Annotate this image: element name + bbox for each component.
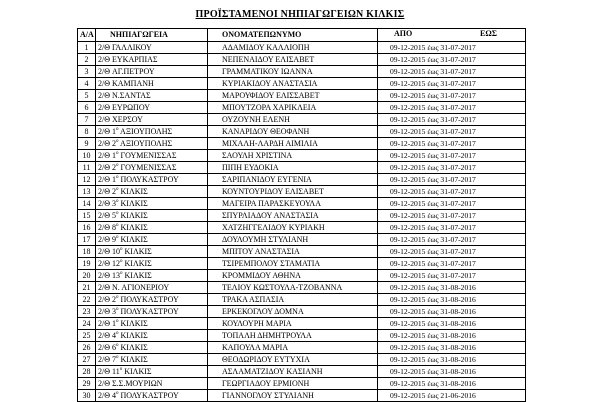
fullname-cell: ΤΟΠΑΛΗ ΔΗΜΗΤΡΟΥΛΑ (208, 330, 378, 342)
kindergarten-ordinal: 4 (112, 390, 116, 400)
table-row (78, 342, 526, 354)
kindergarten-heads-table (77, 28, 526, 402)
kindergarten-prefix: 2/Θ (98, 354, 112, 364)
period-cell: 09-12-2015 έως 31-07-2017 (378, 102, 526, 114)
page-title: ΠΡΟΪΣΤΑΜΕΝΟΙ ΝΗΠΙΑΓΩΓΕΙΩΝ ΚΙΛΚΙΣ (195, 9, 405, 20)
kindergarten-ordinal: 1 (112, 174, 116, 184)
table-row (78, 138, 526, 150)
fullname-cell: ΧΑΤΖΗΓΓΕΛΙΔΟΥ ΚΥΡΙΑΚΗ (208, 222, 378, 234)
kindergarten-prefix: 2/Θ (98, 366, 112, 376)
kindergarten-cell (96, 54, 208, 66)
kindergarten-cell (96, 102, 208, 114)
kindergarten-place: Ν. ΑΓΙΟΝΕΡΙΟΥ (112, 282, 170, 292)
kindergarten-ordinal-suffix: ο (116, 318, 119, 324)
kindergarten-cell (96, 210, 208, 222)
kindergarten-cell (96, 150, 208, 162)
column-header-fullname: ΟΝΟΜΑΤΕΠΩΝΥΜΟ (208, 29, 378, 42)
kindergarten-ordinal: 2 (112, 186, 116, 196)
kindergarten-place: ΚΙΛΚΙΣ (118, 234, 148, 244)
fullname-cell: ΚΥΡΙΑΚΙΔΟΥ ΑΝΑΣΤΑΣΙΑ (208, 78, 378, 90)
period-cell: 09-12-2015 έως 31-07-2017 (378, 114, 526, 126)
kindergarten-ordinal-suffix: ο (120, 246, 123, 252)
kindergarten-prefix: 2/Θ (98, 186, 112, 196)
row-number: 18 (78, 246, 96, 258)
kindergarten-prefix: 2/Θ (98, 66, 112, 76)
kindergarten-place: ΚΙΛΚΙΣ (118, 186, 148, 196)
column-header-aa: Α/Α (78, 29, 96, 42)
kindergarten-cell (96, 162, 208, 174)
table-row (78, 42, 526, 54)
kindergarten-cell (96, 78, 208, 90)
kindergarten-place: ΚΙΛΚΙΣ (122, 258, 152, 268)
kindergarten-prefix: 2/Θ (98, 210, 112, 220)
table-row (78, 366, 526, 378)
fullname-cell: ΑΔΑΜΙΔΟΥ ΚΑΛΛΙΟΠΗ (208, 42, 378, 54)
kindergarten-place: ΕΥΚΑΡΠΙΑΣ (112, 54, 158, 64)
column-header-period (378, 29, 526, 42)
kindergarten-ordinal: 1 (112, 318, 116, 328)
kindergarten-place: ΑΞΙΟΥΠΟΛΗΣ (118, 138, 173, 148)
table-row (78, 222, 526, 234)
kindergarten-cell (96, 318, 208, 330)
kindergarten-prefix: 2/Θ (98, 114, 112, 124)
column-header-from: ΑΠΟ (394, 29, 413, 38)
kindergarten-ordinal: 2 (112, 294, 116, 304)
row-number: 23 (78, 306, 96, 318)
kindergarten-ordinal-suffix: ο (116, 390, 119, 396)
kindergarten-ordinal: 7 (112, 354, 116, 364)
kindergarten-cell (96, 186, 208, 198)
kindergarten-prefix: 2/Θ (98, 294, 112, 304)
header-row (78, 29, 526, 42)
period-cell: 09-12-2015 έως 31-07-2017 (378, 138, 526, 150)
period-cell: 09-12-2015 έως 31-07-2017 (378, 222, 526, 234)
table-row (78, 126, 526, 138)
period-cell: 09-12-2015 έως 31-07-2017 (378, 54, 526, 66)
kindergarten-ordinal-suffix: ο (116, 330, 119, 336)
fullname-cell: ΓΕΩΡΓΙΑΔΟΥ ΕΡΜΙΟΝΗ (208, 378, 378, 390)
kindergarten-prefix: 2/Θ (98, 258, 112, 268)
kindergarten-prefix: 2/Θ (98, 222, 112, 232)
kindergarten-ordinal-suffix: ο (116, 126, 119, 132)
row-number: 29 (78, 378, 96, 390)
kindergarten-cell (96, 354, 208, 366)
table-row (78, 330, 526, 342)
row-number: 25 (78, 330, 96, 342)
fullname-cell: ΝΕΠΕΝΑΙΔΟΥ ΕΛΙΣΑΒΕΤ (208, 54, 378, 66)
kindergarten-cell (96, 282, 208, 294)
row-number: 17 (78, 234, 96, 246)
kindergarten-prefix: 2/Θ (98, 54, 112, 64)
period-cell: 09-12-2015 έως 31-08-2016 (378, 354, 526, 366)
row-number: 20 (78, 270, 96, 282)
period-cell: 09-12-2015 έως 31-08-2016 (378, 366, 526, 378)
kindergarten-ordinal-suffix: ο (116, 162, 119, 168)
kindergarten-cell (96, 258, 208, 270)
kindergarten-place: ΓΟΥΜΕΝΙΣΣΑΣ (118, 162, 177, 172)
row-number: 13 (78, 186, 96, 198)
kindergarten-ordinal-suffix: ο (120, 270, 123, 276)
kindergarten-cell (96, 234, 208, 246)
kindergarten-prefix: 2/Θ (98, 342, 112, 352)
kindergarten-place: ΚΑΜΠΑΝΗ (112, 78, 154, 88)
kindergarten-prefix: 2/Θ (98, 306, 112, 316)
period-cell: 09-12-2015 έως 31-07-2017 (378, 66, 526, 78)
kindergarten-ordinal-suffix: ο (116, 222, 119, 228)
table-row (78, 282, 526, 294)
period-cell: 09-12-2015 έως 31-07-2017 (378, 210, 526, 222)
kindergarten-prefix: 2/Θ (98, 162, 112, 172)
kindergarten-cell (96, 330, 208, 342)
kindergarten-cell (96, 114, 208, 126)
kindergarten-cell (96, 270, 208, 282)
kindergarten-cell (96, 246, 208, 258)
table-row (78, 246, 526, 258)
kindergarten-ordinal: 1 (112, 126, 116, 136)
kindergarten-place: ΠΟΛΥΚΑΣΤΡΟΥ (118, 294, 179, 304)
period-cell: 09-12-2015 έως 31-08-2016 (378, 330, 526, 342)
kindergarten-ordinal: 13 (112, 270, 120, 280)
kindergarten-place: ΚΙΛΚΙΣ (118, 198, 148, 208)
fullname-cell: ΓΡΑΜΜΑΤΙΚΟΥ ΙΩΑΝΝΑ (208, 66, 378, 78)
kindergarten-place: ΠΟΛΥΚΑΣΤΡΟΥ (118, 390, 179, 400)
row-number: 27 (78, 354, 96, 366)
fullname-cell: ΚΡΟΜΜΙΔΟΥ ΑΘΗΝΑ (208, 270, 378, 282)
row-number: 7 (78, 114, 96, 126)
table-row (78, 198, 526, 210)
table-row (78, 294, 526, 306)
kindergarten-prefix: 2/Θ (98, 282, 112, 292)
row-number: 9 (78, 138, 96, 150)
fullname-cell: ΜΑΓΕΙΡΑ ΠΑΡΑΣΚΕΥΟΥΛΑ (208, 198, 378, 210)
table-row (78, 90, 526, 102)
table-row (78, 186, 526, 198)
fullname-cell: ΑΣΛΑΜΑΤΖΙΔΟΥ ΚΑΣΙΑΝΗ (208, 366, 378, 378)
kindergarten-prefix: 2/Θ (98, 150, 112, 160)
row-number: 6 (78, 102, 96, 114)
kindergarten-cell (96, 198, 208, 210)
period-cell: 09-12-2015 έως 31-07-2017 (378, 150, 526, 162)
fullname-cell: ΟΥΖΟΥΝΗ ΕΛΕΝΗ (208, 114, 378, 126)
period-cell: 09-12-2015 έως 31-07-2017 (378, 270, 526, 282)
row-number: 12 (78, 174, 96, 186)
kindergarten-place: Σ.Σ.ΜΟΥΡΙΩΝ (112, 378, 163, 388)
period-cell: 09-12-2015 έως 31-08-2016 (378, 282, 526, 294)
row-number: 5 (78, 90, 96, 102)
kindergarten-cell (96, 306, 208, 318)
period-cell: 09-12-2015 έως 31-07-2017 (378, 234, 526, 246)
fullname-cell: ΣΠΥΡΛΙΑΔΟΥ ΑΝΑΣΤΑΣΙΑ (208, 210, 378, 222)
table-row (78, 270, 526, 282)
period-cell: 09-12-2015 έως 31-08-2016 (378, 378, 526, 390)
table-row (78, 174, 526, 186)
kindergarten-place: ΚΙΛΚΙΣ (118, 222, 148, 232)
fullname-cell: ΚΑΝΑΡΙΔΟΥ ΘΕΟΦΑΝΗ (208, 126, 378, 138)
row-number: 16 (78, 222, 96, 234)
kindergarten-ordinal: 3 (112, 198, 116, 208)
fullname-cell: ΘΕΟΔΩΡΙΔΟΥ ΕΥΤΥΧΙΑ (208, 354, 378, 366)
fullname-cell: ΚΟΥΝΤΟΥΡΙΔΟΥ ΕΛΙΣΑΒΕΤ (208, 186, 378, 198)
kindergarten-cell (96, 174, 208, 186)
kindergarten-place: ΑΞΙΟΥΠΟΛΗΣ (118, 126, 173, 136)
kindergarten-ordinal-suffix: ο (116, 198, 119, 204)
kindergarten-ordinal: 6 (112, 342, 116, 352)
kindergarten-place: ΚΙΛΚΙΣ (118, 210, 148, 220)
kindergarten-ordinal: 9 (112, 234, 116, 244)
row-number: 11 (78, 162, 96, 174)
table-row (78, 78, 526, 90)
period-cell: 09-12-2015 έως 31-07-2017 (378, 78, 526, 90)
kindergarten-ordinal-suffix: ο (116, 342, 119, 348)
row-number: 21 (78, 282, 96, 294)
period-cell: 09-12-2015 έως 31-07-2017 (378, 198, 526, 210)
kindergarten-cell (96, 366, 208, 378)
kindergarten-ordinal-suffix: ο (120, 258, 123, 264)
kindergarten-place: ΚΙΛΚΙΣ (118, 342, 148, 352)
period-cell: 09-12-2015 έως 31-07-2017 (378, 186, 526, 198)
kindergarten-cell (96, 294, 208, 306)
kindergarten-place: ΓΟΥΜΕΝΙΣΣΑΣ (118, 150, 177, 160)
fullname-cell: ΤΣΙΡΕΜΠΟΛΟΥ ΣΤΑΜΑΤΙΑ (208, 258, 378, 270)
kindergarten-prefix: 2/Θ (98, 102, 112, 112)
kindergarten-prefix: 2/Θ (98, 90, 112, 100)
period-cell: 09-12-2015 έως 31-07-2017 (378, 126, 526, 138)
kindergarten-cell (96, 138, 208, 150)
kindergarten-place: ΚΙΛΚΙΣ (122, 246, 152, 256)
kindergarten-ordinal: 2 (112, 138, 116, 148)
kindergarten-place: Ν.ΣΑΝΤΑΣ (112, 90, 151, 100)
period-cell: 09-12-2015 έως 31-08-2016 (378, 294, 526, 306)
kindergarten-ordinal-suffix: ο (116, 150, 119, 156)
kindergarten-ordinal: 12 (112, 258, 120, 268)
kindergarten-ordinal: 4 (112, 330, 116, 340)
fullname-cell: ΕΡΚΕΚΟΓΛΟΥ ΔΟΜΝΑ (208, 306, 378, 318)
table-row (78, 318, 526, 330)
kindergarten-prefix: 2/Θ (98, 78, 112, 88)
row-number: 10 (78, 150, 96, 162)
fullname-cell: ΠΙΠΗ ΕΥΔΟΚΙΑ (208, 162, 378, 174)
table-row (78, 306, 526, 318)
period-cell: 09-12-2015 έως 31-07-2017 (378, 258, 526, 270)
row-number: 3 (78, 66, 96, 78)
kindergarten-ordinal: 2 (112, 162, 116, 172)
row-number: 30 (78, 390, 96, 402)
row-number: 4 (78, 78, 96, 90)
fullname-cell: ΜΙΧΑΛΗ-ΛΑΡΔΗ ΑΙΜΙΛΙΑ (208, 138, 378, 150)
kindergarten-prefix: 2/Θ (98, 126, 112, 136)
kindergarten-prefix: 2/Θ (98, 390, 112, 400)
kindergarten-prefix: 2/Θ (98, 378, 112, 388)
kindergarten-cell (96, 222, 208, 234)
table-row (78, 54, 526, 66)
row-number: 22 (78, 294, 96, 306)
kindergarten-cell (96, 66, 208, 78)
fullname-cell: ΔΟΥΛΟΥΜΗ ΣΤΥΛΙΑΝΗ (208, 234, 378, 246)
table-row (78, 378, 526, 390)
table-row (78, 210, 526, 222)
row-number: 28 (78, 366, 96, 378)
kindergarten-cell (96, 42, 208, 54)
period-cell: 09-12-2015 έως 31-08-2016 (378, 306, 526, 318)
table-row (78, 150, 526, 162)
table-row (78, 114, 526, 126)
fullname-cell: ΚΟΥΛΟΥΡΗ ΜΑΡΙΑ (208, 318, 378, 330)
kindergarten-place: ΚΙΛΚΙΣ (118, 330, 148, 340)
row-number: 19 (78, 258, 96, 270)
period-cell: 09-12-2015 έως 31-07-2017 (378, 90, 526, 102)
kindergarten-ordinal-suffix: ο (116, 186, 119, 192)
kindergarten-prefix: 2/Θ (98, 174, 112, 184)
kindergarten-ordinal: 8 (112, 222, 116, 232)
row-number: 24 (78, 318, 96, 330)
period-cell: 09-12-2015 έως 31-08-2016 (378, 318, 526, 330)
kindergarten-ordinal: 3 (112, 306, 116, 316)
kindergarten-prefix: 2/Θ (98, 42, 112, 52)
fullname-cell: ΓΙΑΝΝΟΓΛΟΥ ΣΤΥΛΙΑΝΗ (208, 390, 378, 402)
kindergarten-prefix: 2/Θ (98, 198, 112, 208)
table-row (78, 66, 526, 78)
kindergarten-ordinal-suffix: ο (116, 354, 119, 360)
kindergarten-place: ΓΑΛΛΙΚΟΥ (112, 42, 152, 52)
fullname-cell: ΤΡΑΚΑ ΑΣΠΑΣΙΑ (208, 294, 378, 306)
kindergarten-ordinal: 10 (112, 246, 120, 256)
kindergarten-prefix: 2/Θ (98, 270, 112, 280)
row-number: 8 (78, 126, 96, 138)
row-number: 15 (78, 210, 96, 222)
kindergarten-cell (96, 126, 208, 138)
period-cell: 09-12-2015 έως 31-07-2017 (378, 162, 526, 174)
row-number: 14 (78, 198, 96, 210)
kindergarten-place: ΚΙΛΚΙΣ (122, 366, 152, 376)
kindergarten-prefix: 2/Θ (98, 330, 112, 340)
fullname-cell: ΜΑΡΟΥΦΙΔΟΥ ΕΛΙΣΣΑΒΕΤ (208, 90, 378, 102)
row-number: 1 (78, 42, 96, 54)
kindergarten-cell (96, 90, 208, 102)
fullname-cell: ΜΠΟΥΤΖΟΡΑ ΧΑΡΙΚΛΕΙΑ (208, 102, 378, 114)
kindergarten-ordinal-suffix: ο (116, 294, 119, 300)
kindergarten-place: ΠΟΛΥΚΑΣΤΡΟΥ (118, 306, 179, 316)
fullname-cell: ΜΠΙΤΟΥ ΑΝΑΣΤΑΣΙΑ (208, 246, 378, 258)
kindergarten-prefix: 2/Θ (98, 138, 112, 148)
kindergarten-place: ΚΙΛΚΙΣ (118, 318, 148, 328)
table-row (78, 354, 526, 366)
period-cell: 09-12-2015 έως 31-07-2017 (378, 42, 526, 54)
table-row (78, 258, 526, 270)
kindergarten-place: ΠΟΛΥΚΑΣΤΡΟΥ (118, 174, 179, 184)
fullname-cell: ΤΕΛΙΟΥ ΚΩΣΤΟΥΛΑ-ΤΖΟΒΑΝΝΑ (208, 282, 378, 294)
fullname-cell: ΚΑΠΟΥΛΑ ΜΑΡΙΑ (208, 342, 378, 354)
kindergarten-prefix: 2/Θ (98, 234, 112, 244)
kindergarten-place: ΚΙΛΚΙΣ (122, 270, 152, 280)
kindergarten-ordinal: 1 (112, 150, 116, 160)
fullname-cell: ΣΑΟΥΛΗ ΧΡΙΣΤΙΝΑ (208, 150, 378, 162)
kindergarten-ordinal: 11 (112, 366, 120, 376)
kindergarten-ordinal-suffix: ο (116, 234, 119, 240)
kindergarten-cell (96, 378, 208, 390)
column-header-to: ΕΩΣ (480, 29, 497, 38)
kindergarten-place: ΚΙΛΚΙΣ (118, 354, 148, 364)
period-cell: 09-12-2015 έως 31-07-2017 (378, 246, 526, 258)
kindergarten-place: ΕΥΡΩΠΟΥ (112, 102, 150, 112)
table-row (78, 162, 526, 174)
period-cell: 09-12-2015 έως 31-08-2016 (378, 342, 526, 354)
kindergarten-cell (96, 342, 208, 354)
kindergarten-place: ΧΕΡΣΟΥ (112, 114, 143, 124)
period-cell: 09-12-2015 έως 31-07-2017 (378, 174, 526, 186)
period-cell: 09-12-2015 έως 21-06-2016 (378, 390, 526, 402)
column-header-kindergarten: ΝΗΠΙΑΓΩΓΕΙΑ (96, 29, 208, 42)
kindergarten-ordinal-suffix: ο (116, 306, 119, 312)
kindergarten-prefix: 2/Θ (98, 246, 112, 256)
row-number: 2 (78, 54, 96, 66)
fullname-cell: ΣΑΡΙΠΑΝΙΔΟΥ ΕΥΓΕΝΙΑ (208, 174, 378, 186)
kindergarten-ordinal: 5 (112, 210, 116, 220)
table-row (78, 234, 526, 246)
kindergarten-ordinal-suffix: ο (119, 366, 123, 372)
kindergarten-ordinal-suffix: ο (116, 138, 119, 144)
kindergarten-prefix: 2/Θ (98, 318, 112, 328)
kindergarten-place: ΑΓ.ΠΕΤΡΟΥ (112, 66, 155, 76)
kindergarten-ordinal-suffix: ο (116, 210, 119, 216)
kindergarten-ordinal-suffix: ο (116, 174, 119, 180)
row-number: 26 (78, 342, 96, 354)
table-row (78, 102, 526, 114)
